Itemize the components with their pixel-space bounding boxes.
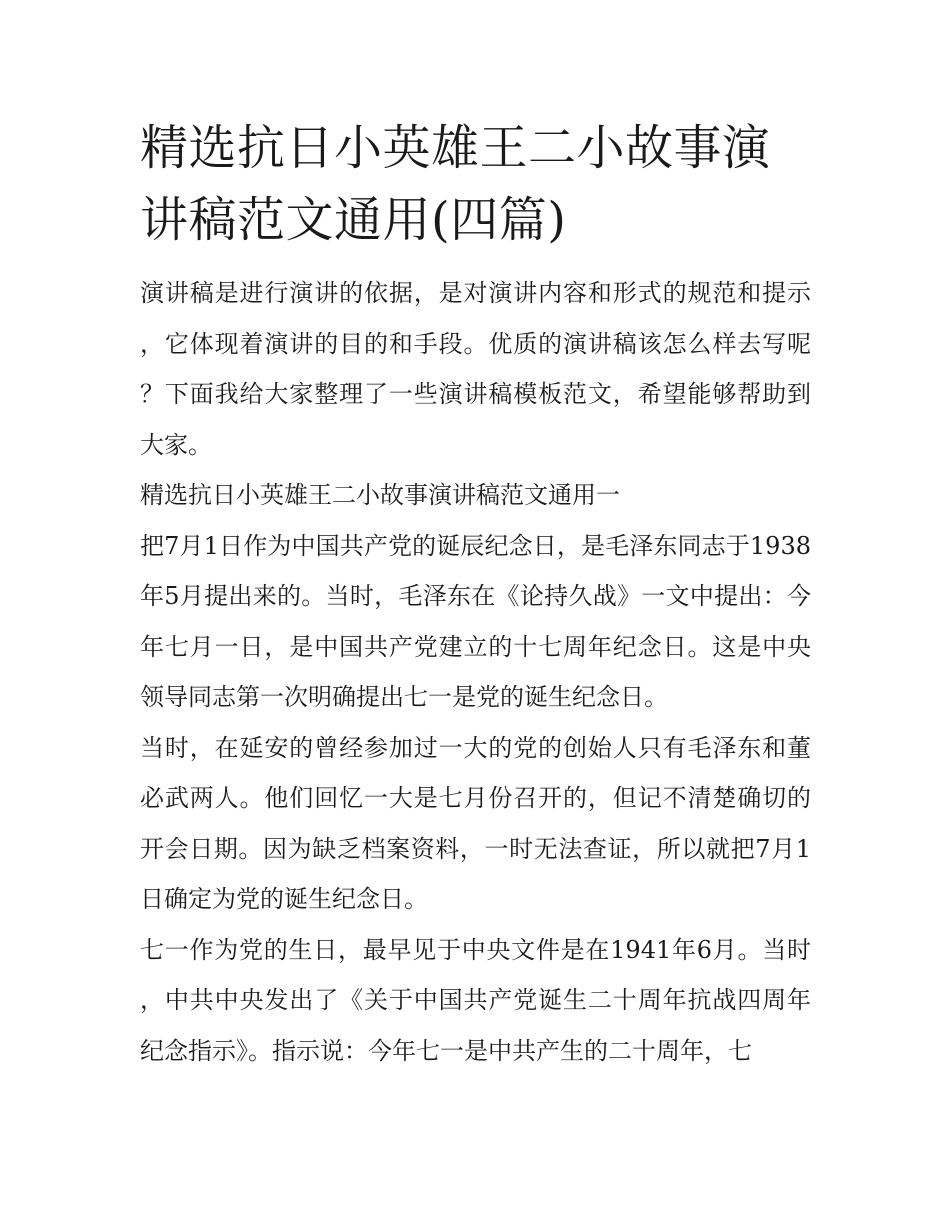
body-paragraph: 七一作为党的生日，最早见于中央文件是在1941年6月。当时，中共中央发出了《关于中国共产党诞生二十周年抗战四周年纪念指示》。指示说：今年七一是中共产生的二十周年，七 bbox=[140, 935, 811, 1065]
section-heading: 精选抗日小英雄王二小故事演讲稿范文通用一 bbox=[140, 481, 620, 509]
document-body bbox=[140, 112, 815, 1076]
document-title: 精选抗日小英雄王二小故事演讲稿范文通用(四篇) bbox=[140, 120, 771, 248]
intro-paragraph: 演讲稿是进行演讲的依据，是对演讲内容和形式的规范和提示，它体现着演讲的目的和手段。优质的演讲稿该怎么样去写呢？下面我给大家整理了一些演讲稿模板范文，希望能够帮助到大家。 bbox=[140, 279, 811, 459]
body-paragraph: 当时，在延安的曾经参加过一大的党的创始人只有毛泽东和董必武两人。他们回忆一大是七月份召开的，但记不清楚确切的开会日期。因为缺乏档案资料，一时无法查证，所以就把7月1日确定为党的诞生纪念日。 bbox=[140, 733, 811, 913]
body-paragraph: 把7月1日作为中国共产党的诞辰纪念日，是毛泽东同志于1938年5月提出来的。当时，毛泽东在《论持久战》一文中提出：今年七月一日，是中国共产党建立的十七周年纪念日。这是中央领导同志第一次明确提出七一是党的诞生纪念日。 bbox=[140, 531, 811, 711]
